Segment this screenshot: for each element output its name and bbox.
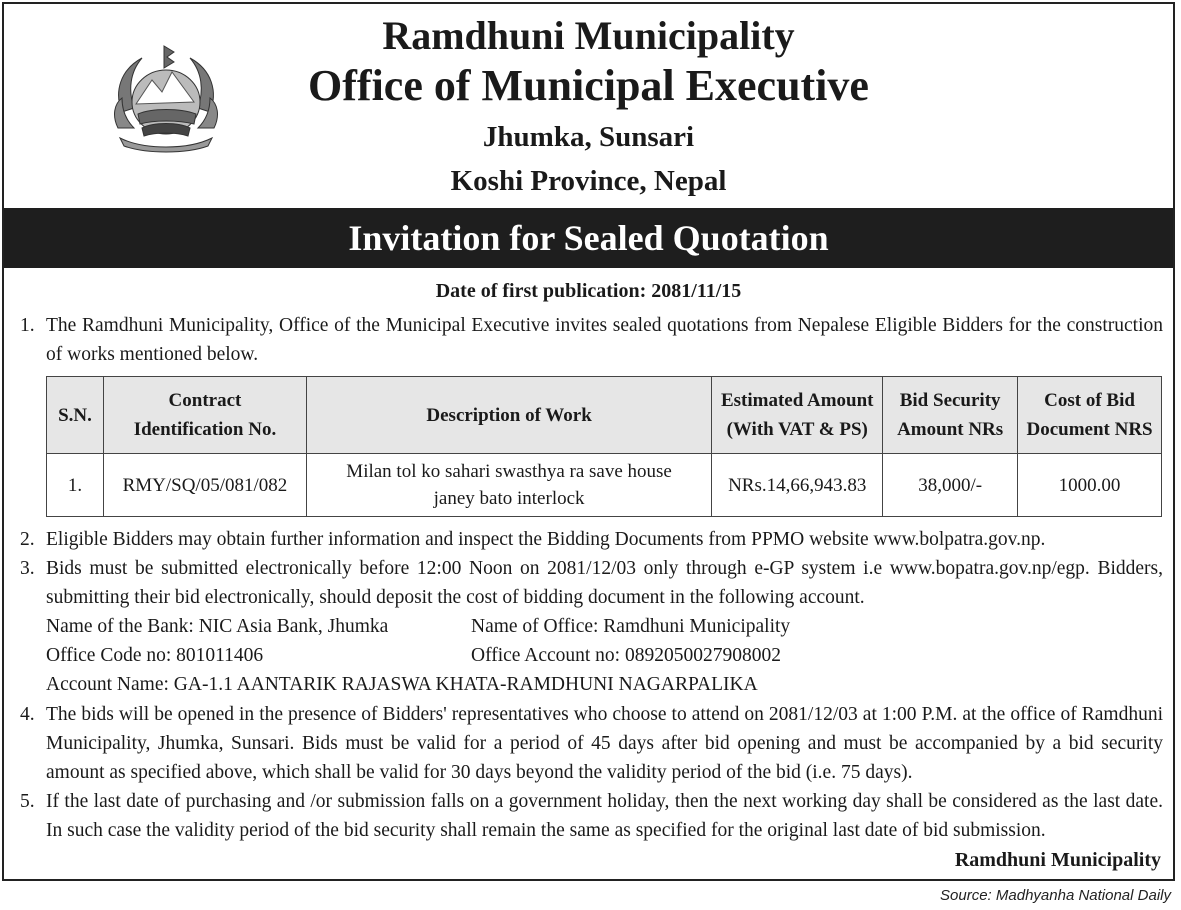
header-contract-id: Contract Identification No. [103,377,306,454]
point-number: 5. [20,791,35,812]
point-text: The Ramdhuni Municipality, Office of the Municipal Executive invites sealed quotations from Nepalese Eligible Bidders for the construction of works mentioned below. [46,315,1163,365]
point-text: Bids must be submitted electronically before 12:00 Noon on 2081/12/03 only through e-GP system i.e www.bopatra.gov.np/egp. Bidders, submitting their bid electronically, should deposit the cost of bidding document in the following account. [46,558,1163,608]
bank-name: Name of the Bank: NIC Asia Bank, Jhumka [46,616,389,637]
cell-document-cost: 1000.00 [1018,454,1162,517]
point-number: 2. [20,529,35,550]
header-estimated-amount: Estimated Amount (With VAT & PS) [712,377,883,454]
office-name: Office of Municipal Executive [308,61,869,110]
notice-frame [2,2,1175,881]
works-table [46,376,1162,517]
cell-sn: 1. [47,454,104,517]
office-province: Koshi Province, Nepal [450,165,727,197]
point-text: Eligible Bidders may obtain further information and inspect the Bidding Documents from PPMO website www.bolpatra.gov.np. [46,529,1046,550]
source-credit: Source: Madhyanha National Daily [940,887,1171,904]
municipality-name: Ramdhuni Municipality [382,13,795,58]
cell-contract-id: RMY/SQ/05/081/082 [103,454,306,517]
header-description: Description of Work [306,377,711,454]
point-number: 4. [20,704,35,725]
point-1 [20,311,1163,369]
point-2 [20,525,1163,554]
office-details-row [46,641,1163,670]
point-4 [20,700,1163,787]
cell-estimated-amount: NRs.14,66,943.83 [712,454,883,517]
bank-details-row [46,612,1163,641]
header-document-cost: Cost of Bid Document NRS [1018,377,1162,454]
office-name-detail: Name of Office: Ramdhuni Municipality [471,616,791,637]
office-code: Office Code no: 801011406 [46,645,264,666]
office-account: Office Account no: 0892050027908002 [471,645,781,666]
account-name: Account Name: GA-1.1 AANTARIK RAJASWA KHATA-RAMDHUNI NAGARPALIKA [46,674,758,695]
office-location: Jhumka, Sunsari [482,121,695,153]
cell-description: Milan tol ko sahari swasthya ra save house janey bato interlock [306,454,711,517]
header-bid-security: Bid Security Amount NRs [883,377,1018,454]
table-row [47,454,1162,517]
point-number: 3. [20,558,35,579]
table-header-row [47,377,1162,454]
point-3 [20,554,1163,699]
notice-title: Invitation for Sealed Quotation [4,208,1173,268]
header-sn: S.N. [47,377,104,454]
cell-bid-security: 38,000/- [883,454,1018,517]
point-5 [20,787,1163,845]
publication-date: Date of first publication: 2081/11/15 [435,280,742,302]
letterhead [4,12,1173,202]
point-text: The bids will be opened in the presence of Bidders' representatives who choose to attend on 2081/12/03 at 1:00 P.M. at the office of Ramdhuni Municipality, Jhumka, Sunsari. Bids must be valid for a period of 45 days after bid opening and must be accompanied by a bid security amount as specified above, which shall be valid for 30 days beyond the validity period of the bid (i.e. 75 days). [46,704,1163,783]
signoff: Ramdhuni Municipality [954,849,1161,871]
point-text: If the last date of purchasing and /or submission falls on a government holiday, then the next working day shall be considered as the last date. In such case the validity period of the bid security shall remain the same as specified for the original last date of bid submission. [46,791,1163,841]
point-number: 1. [20,315,35,336]
